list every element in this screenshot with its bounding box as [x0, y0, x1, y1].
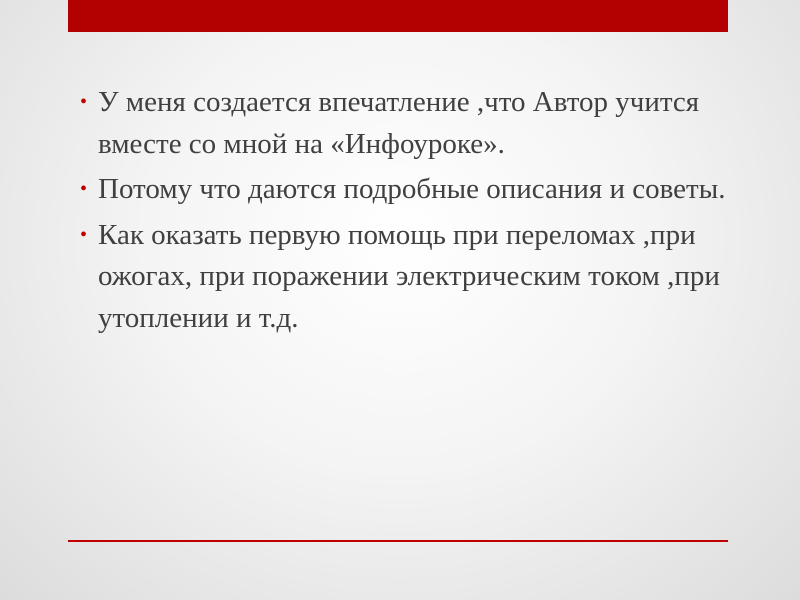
bullet-icon: • [80, 223, 88, 246]
bullet-list [80, 82, 740, 343]
bottom-accent-line [68, 540, 728, 542]
top-accent-bar [68, 0, 728, 32]
bullet-item [80, 82, 740, 165]
bullet-icon: • [80, 91, 88, 113]
bullet-text: У меня создается впечатление ,что Автор учится вместе со мной на «Инфоуроке». [98, 86, 700, 160]
bullet-icon: • [80, 178, 88, 200]
bullet-text: Потому что даются подробные описания и советы. [98, 173, 726, 205]
bullet-item [80, 215, 740, 340]
bullet-text: Как оказать первую помощь при переломах ,при ожогах, при поражении электрическим током ,при утоплении и т.д. [98, 218, 720, 334]
bullet-item [80, 169, 740, 211]
